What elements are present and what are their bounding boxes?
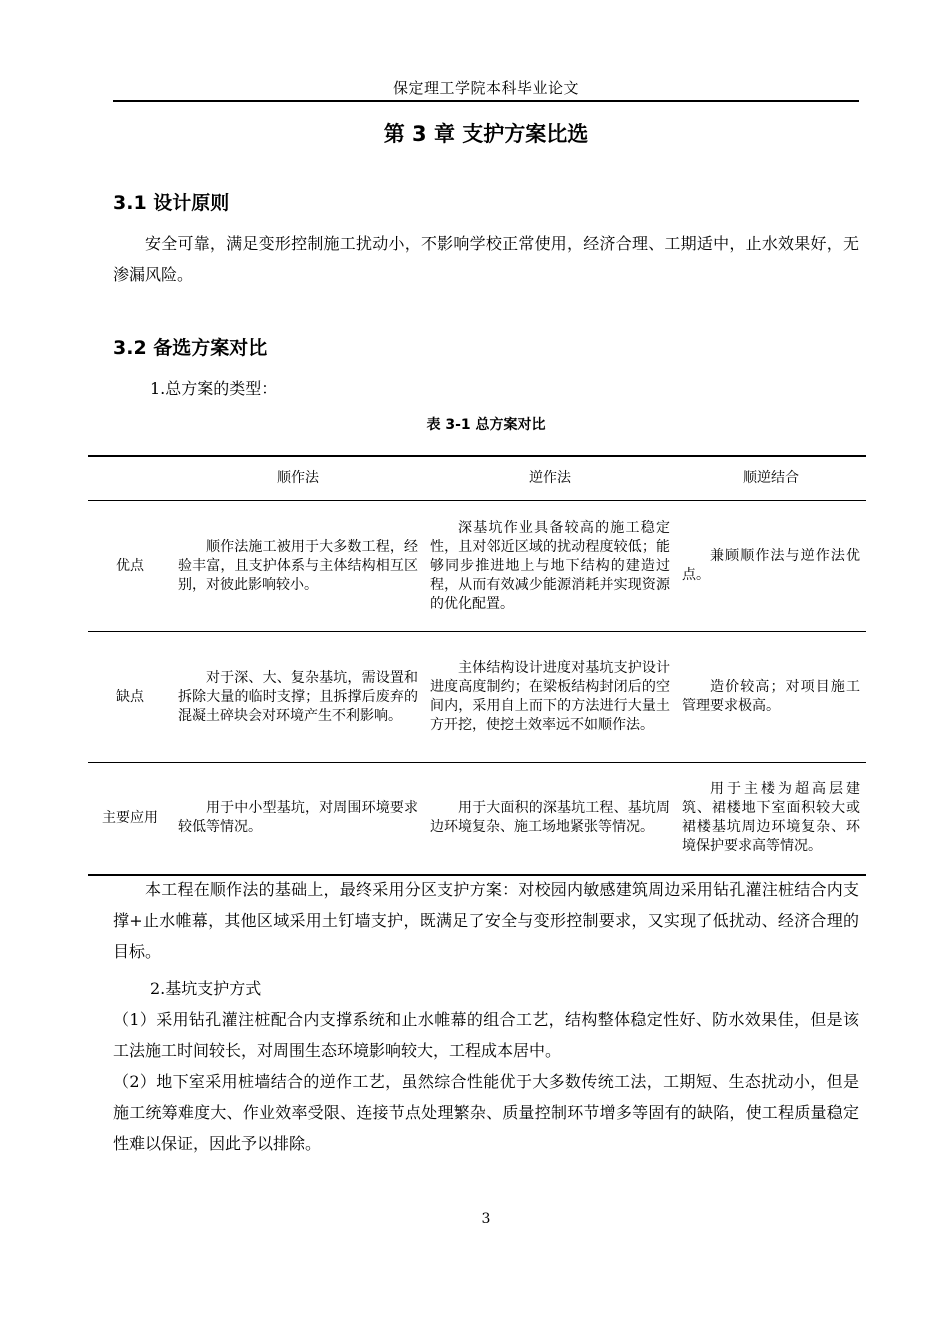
table-cell: 造价较高；对项目施工管理要求极高。 <box>676 632 866 763</box>
item-2-heading: 2.基坑支护方式 <box>150 979 262 998</box>
table-header-cell: 逆作法 <box>424 456 676 501</box>
conclusion-paragraph: 本工程在顺作法的基础上，最终采用分区支护方案：对校园内敏感建筑周边采用钻孔灌注桩结合内支撑+止水帷幕，其他区域采用土钉墙支护，既满足了安全与变形控制要求，又实现了低扰动、经济合理的目标。 <box>113 880 859 961</box>
table-row <box>88 632 866 763</box>
table-row <box>88 501 866 632</box>
table-header-cell: 顺作法 <box>172 456 424 501</box>
table-header-cell: 顺逆结合 <box>676 456 866 501</box>
table-cell: 对于深、大、复杂基坑，需设置和拆除大量的临时支撑；且拆撑后废弃的混凝土碎块会对环境产生不利影响。 <box>172 632 424 763</box>
section-heading-3-2: 3.2 备选方案对比 <box>113 337 268 359</box>
table-cell: 兼顾顺作法与逆作法优点。 <box>676 501 866 632</box>
table-row <box>88 763 866 875</box>
table-cell: 主体结构设计进度对基坑支护设计进度高度制约；在梁板结构封闭后的空间内，采用自上而下的方法进行大量土方开挖，使挖土效率远不如顺作法。 <box>424 632 676 763</box>
section-heading-3-1: 3.1 设计原则 <box>113 192 230 214</box>
option-1-paragraph: （1）采用钻孔灌注桩配合内支撑系统和止水帷幕的组合工艺，结构整体稳定性好、防水效果佳，但是该工法施工时间较长，对周围生态环境影响较大，工程成本居中。 <box>113 1010 859 1060</box>
page-header: 保定理工学院本科毕业论文 <box>392 79 579 97</box>
row-label: 优点 <box>88 501 172 632</box>
option-2-paragraph: （2）地下室采用桩墙结合的逆作工艺，虽然综合性能优于大多数传统工法，工期短、生态扰动小，但是施工统筹难度大、作业效率受限、连接节点处理繁杂、质量控制环节增多等固有的缺陷，使工程质量稳定性难以保证，因此予以排除。 <box>113 1072 859 1153</box>
page-number: 3 <box>481 1211 491 1227</box>
item-1-heading: 1.总方案的类型： <box>150 379 278 398</box>
row-label: 缺点 <box>88 632 172 763</box>
header-rule <box>113 100 859 102</box>
table-header-row <box>88 456 866 501</box>
table-cell: 用于大面积的深基坑工程、基坑周边环境复杂、施工场地紧张等情况。 <box>424 763 676 875</box>
comparison-table <box>88 455 866 876</box>
design-principle-paragraph: 安全可靠，满足变形控制施工扰动小，不影响学校正常使用，经济合理、工期适中，止水效果好，无渗漏风险。 <box>113 234 859 284</box>
chapter-title: 第 3 章 支护方案比选 <box>383 122 589 146</box>
table-cell: 用于主楼为超高层建筑、裙楼地下室面积较大或裙楼基坑周边环境复杂、环境保护要求高等情况。 <box>676 763 866 875</box>
table-cell: 用于中小型基坑，对周围环境要求较低等情况。 <box>172 763 424 875</box>
table-caption: 表 3-1 总方案对比 <box>426 417 546 433</box>
table-header-cell <box>88 456 172 501</box>
table-cell: 顺作法施工被用于大多数工程，经验丰富，且支护体系与主体结构相互区别，对彼此影响较小。 <box>172 501 424 632</box>
table-cell: 深基坑作业具备较高的施工稳定性，且对邻近区域的扰动程度较低；能够同步推进地上与地下结构的建造过程，从而有效减少能源消耗并实现资源的优化配置。 <box>424 501 676 632</box>
row-label: 主要应用 <box>88 763 172 875</box>
